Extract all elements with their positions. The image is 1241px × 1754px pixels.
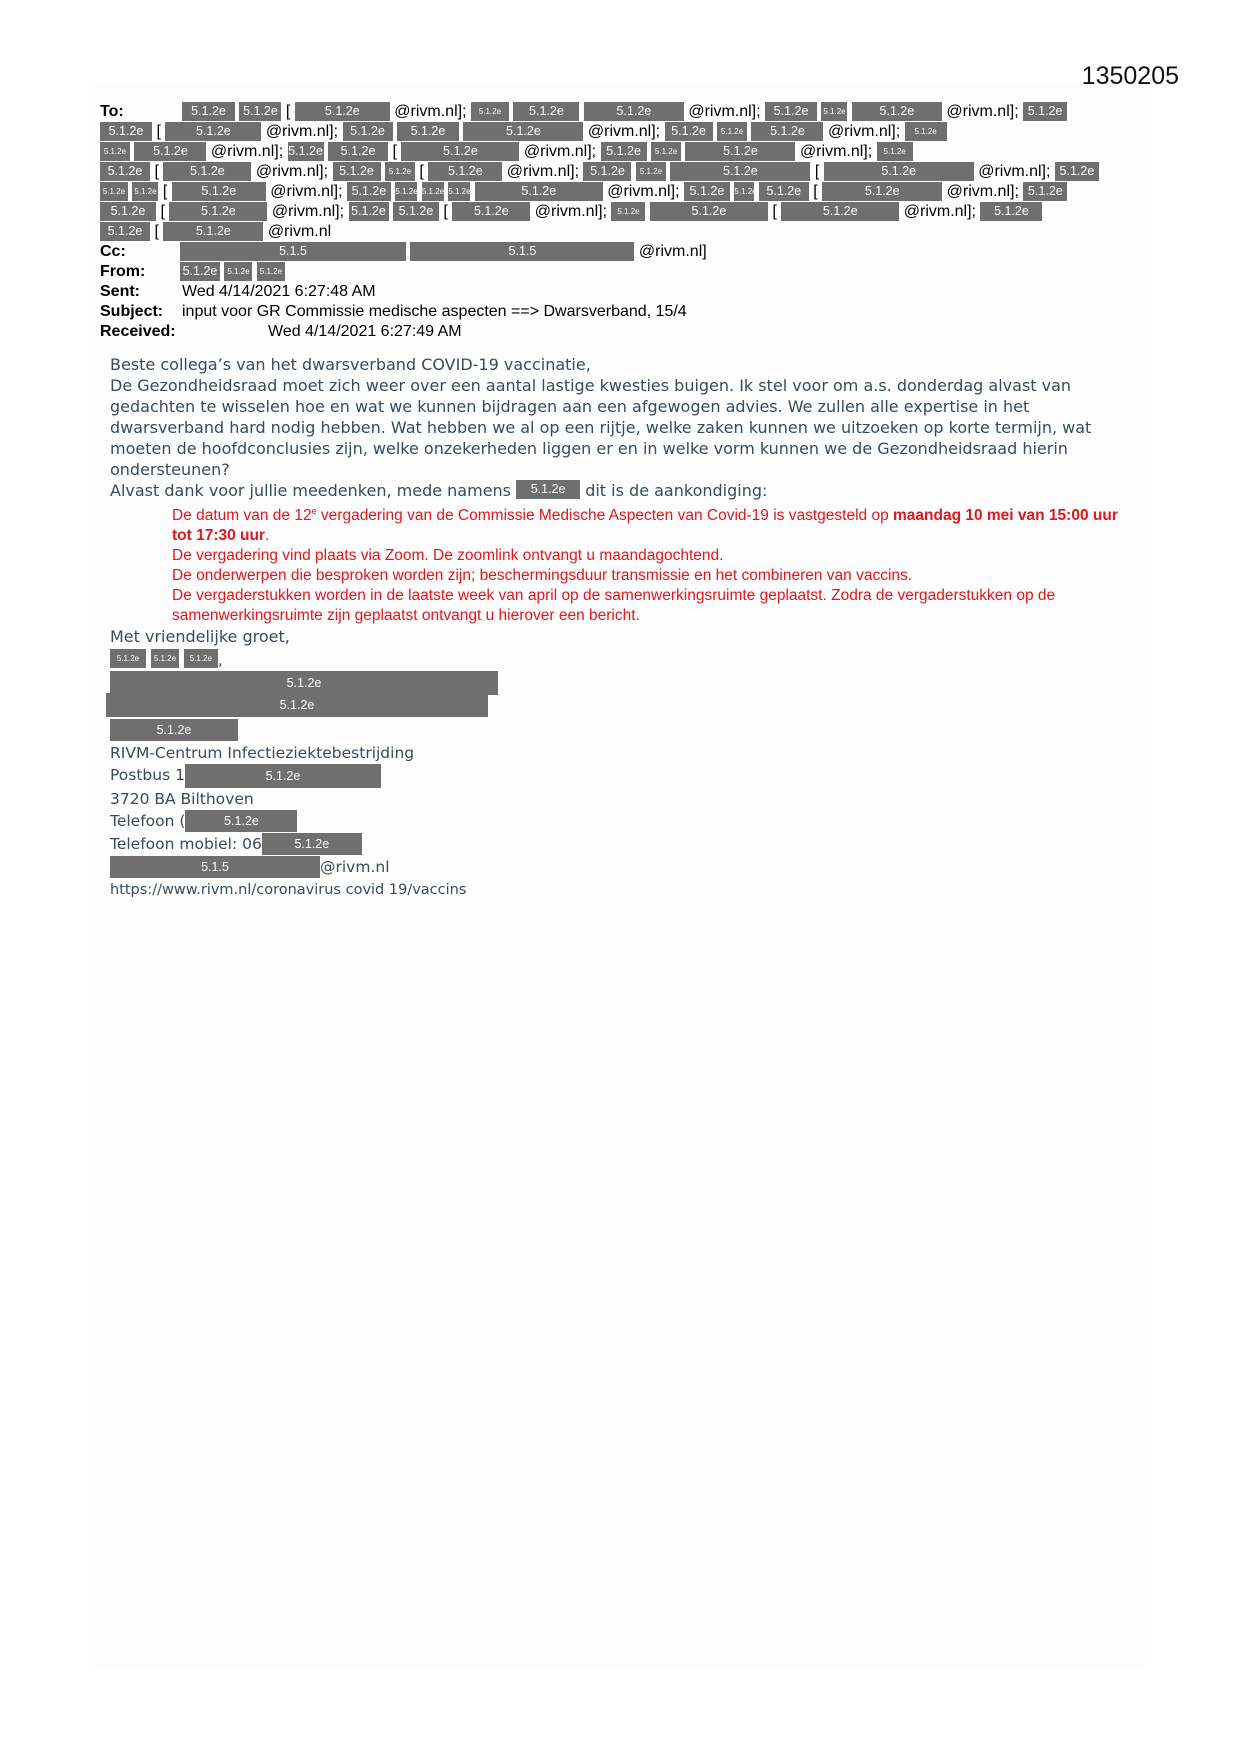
redaction: 5.1.2e bbox=[516, 480, 580, 499]
signature-team bbox=[110, 719, 238, 741]
redaction: 5.1.2e bbox=[224, 262, 252, 281]
to-row: 5.1.2e [ 5.1.2e @rivm.nl bbox=[100, 222, 331, 242]
redaction: 5.1.2e bbox=[262, 833, 362, 855]
signature-dept bbox=[106, 693, 488, 715]
redaction: 5.1.2e bbox=[163, 222, 263, 241]
email-domain: @rivm.nl]; bbox=[978, 163, 1051, 180]
from-label: From: bbox=[100, 263, 146, 280]
sent-label: Sent: bbox=[100, 283, 140, 300]
email-domain: @rivm.nl]; bbox=[903, 203, 976, 220]
email-domain: @rivm.nl]; bbox=[534, 203, 608, 220]
cc-label: Cc: bbox=[100, 243, 126, 260]
redaction: 5.1.2e bbox=[397, 122, 459, 141]
email-domain: @rivm.nl]; bbox=[946, 103, 1019, 120]
signature-org: RIVM-Centrum Infectieziektebestrijding bbox=[110, 744, 415, 762]
redaction: 5.1.2e bbox=[349, 202, 389, 221]
redaction: 5.1.2e bbox=[584, 102, 684, 121]
redaction: 5.1.2e bbox=[100, 142, 130, 161]
to-row: 5.1.2e [ 5.1.2e @rivm.nl]; 5.1.2e 5.1.2e [ 5.1.2e @rivm.nl]; 5.1.2e 5.1.2e [ 5.1.2e @rivm.nl]; 5.1.2e bbox=[100, 202, 1042, 222]
body-paragraph: De Gezondheidsraad moet zich weer over een aantal lastige kwesties buigen. Ik stel voor om a.s. donderdag alvast van gedachten te wisselen hoe en wat we kunnen bijdragen aan een afgewogen advies. We zullen alle expertise in het dwarsverband hard nodig hebben. Wat hebben we al op een rijtje, welke zaken kunnen we uitzoeken op korte termijn, wat moeten de hoofdconclusies zijn, welke onzekerheden liggen er en in welke vorm kunnen we de Gezondheidsraad hierin ondersteunen? bbox=[110, 376, 1092, 479]
redaction: 5.1.2e bbox=[650, 202, 768, 221]
redaction: 5.1.2e bbox=[347, 182, 391, 201]
signature-city: 3720 BA Bilthoven bbox=[110, 790, 254, 808]
redaction: 5.1.2e bbox=[670, 162, 810, 181]
redaction: 5.1.2e bbox=[385, 162, 415, 181]
redaction: 5.1.2e bbox=[288, 142, 324, 161]
redaction: 5.1.2e bbox=[665, 122, 713, 141]
redaction: 5.1.2e bbox=[100, 202, 156, 221]
redaction: 5.1.2e bbox=[132, 182, 158, 201]
signature-name: 5.1.2e 5.1.2e 5.1.2e , bbox=[110, 649, 223, 671]
redaction: 5.1.2e bbox=[471, 102, 509, 121]
greeting: Beste collega’s van het dwarsverband COVID-19 vaccinatie, bbox=[110, 355, 591, 374]
email-domain: @rivm.nl]; bbox=[271, 203, 345, 220]
redaction: 5.1.2e bbox=[1055, 162, 1099, 181]
redaction: 5.1.2e bbox=[401, 142, 519, 161]
redaction: 5.1.2e bbox=[852, 102, 942, 121]
signature-phone: Telefoon ( 5.1.2e bbox=[110, 810, 297, 832]
redaction: 5.1.2e bbox=[734, 182, 754, 201]
redaction: 5.1.2e bbox=[448, 182, 470, 201]
received-label: Received: bbox=[100, 323, 176, 340]
to-label: To: bbox=[100, 103, 124, 120]
received-value: Wed 4/14/2021 6:27:49 AM bbox=[268, 323, 462, 340]
email-domain: @rivm.nl]; bbox=[255, 163, 329, 180]
redaction: 5.1.2e bbox=[169, 202, 267, 221]
redaction: 5.1.2e bbox=[328, 142, 388, 161]
redaction: 5.1.2e bbox=[257, 262, 285, 281]
signature-email: 5.1.5 @rivm.nl bbox=[110, 856, 390, 878]
redaction: 5.1.2e bbox=[428, 162, 502, 181]
redaction: 5.1.2e bbox=[151, 649, 179, 668]
redaction: 5.1.2e bbox=[601, 142, 647, 161]
redaction: 5.1.2e bbox=[106, 693, 488, 717]
redaction: 5.1.2e bbox=[422, 182, 444, 201]
email-domain: @rivm.nl]; bbox=[394, 103, 467, 120]
redaction: 5.1.2e bbox=[611, 202, 645, 221]
email-domain: @rivm.nl]; bbox=[270, 183, 343, 200]
subject-value: input voor GR Commissie medische aspecten ==> Dwarsverband, 15/4 bbox=[182, 303, 687, 320]
redaction: 5.1.2e bbox=[717, 122, 747, 141]
redaction: 5.1.2e bbox=[100, 162, 150, 181]
redaction: 5.1.2e bbox=[463, 122, 583, 141]
email-domain: @rivm.nl]; bbox=[607, 183, 680, 200]
announcement-line: De onderwerpen die besproken worden zijn; beschermingsduur transmissie en het combineren van vaccins. bbox=[172, 567, 913, 585]
redaction: 5.1.2e bbox=[980, 202, 1042, 221]
signature-url: https://www.rivm.nl/coronavirus covid 19/vaccins bbox=[110, 882, 467, 898]
redaction: 5.1.2e bbox=[765, 102, 817, 121]
redaction: 5.1.2e bbox=[134, 142, 206, 161]
redaction: 5.1.2e bbox=[163, 162, 251, 181]
redaction: 5.1.2e bbox=[172, 182, 266, 201]
redaction: 5.1.2e bbox=[877, 142, 913, 161]
redaction: 5.1.2e bbox=[824, 162, 974, 181]
redaction: 5.1.2e bbox=[905, 122, 947, 141]
redaction: 5.1.5 bbox=[180, 242, 406, 261]
to-row: 5.1.2e [ 5.1.2e @rivm.nl]; 5.1.2e 5.1.2e [ 5.1.2e @rivm.nl]; 5.1.2e 5.1.2e 5.1.2e [ 5.1.2e @rivm.nl]; 5.1.2e bbox=[100, 162, 1099, 182]
announcement-line: De vergadering vind plaats via Zoom. De zoomlink ontvangt u maandagochtend. bbox=[172, 547, 724, 565]
email-domain: @rivm.nl bbox=[267, 223, 332, 240]
email-domain: @rivm.nl]; bbox=[827, 123, 901, 140]
email-domain: @rivm.nl]; bbox=[799, 143, 873, 160]
redaction: 5.1.2e bbox=[343, 122, 393, 141]
redaction: 5.1.2e bbox=[583, 162, 631, 181]
document-number: 1350205 bbox=[1081, 62, 1179, 90]
closing: Met vriendelijke groet, bbox=[110, 627, 290, 647]
redaction: 5.1.2e bbox=[684, 182, 730, 201]
redaction: 5.1.2e bbox=[636, 162, 666, 181]
to-row: 5.1.2e 5.1.2e [ 5.1.2e @rivm.nl]; 5.1.2e 5.1.2e 5.1.2e 5.1.2e 5.1.2e @rivm.nl]; 5.1.2e 5.1.2e 5.1.2e [ 5.1.2e @rivm.nl]; 5.1.2e bbox=[100, 182, 1067, 202]
redaction: 5.1.2e bbox=[100, 182, 128, 201]
email-domain: @rivm.nl]; bbox=[688, 103, 761, 120]
signature-title bbox=[110, 671, 498, 693]
redaction: 5.1.2e bbox=[513, 102, 579, 121]
email-domain: @rivm.nl]; bbox=[946, 183, 1019, 200]
redaction: 5.1.2e bbox=[110, 649, 146, 668]
redaction: 5.1.2e bbox=[110, 719, 238, 741]
redaction: 5.1.2e bbox=[393, 202, 439, 221]
redaction: 5.1.2e bbox=[184, 649, 218, 668]
email-domain: @rivm.nl]; bbox=[523, 143, 597, 160]
redaction: 5.1.2e bbox=[100, 222, 150, 241]
email-domain: @rivm.nl]; bbox=[587, 123, 661, 140]
announcement-line: De datum van de 12e vergadering van de Commissie Medische Aspecten van Covid-19 is vastgesteld op maandag 10 mei van 15:00 uur tot 17:30 uur. bbox=[172, 506, 1118, 545]
redaction: 5.1.2e bbox=[1023, 102, 1067, 121]
redaction: 5.1.2e bbox=[395, 182, 417, 201]
redaction: 5.1.2e bbox=[685, 142, 795, 161]
redaction: 5.1.2e bbox=[759, 182, 809, 201]
redaction: 5.1.2e bbox=[822, 182, 942, 201]
redaction: 5.1.2e bbox=[165, 122, 261, 141]
announcement-line: De vergaderstukken worden in de laatste week van april op de samenwerkingsruimte geplaatst. Zodra de vergaderstukken op de samenwerkingsruimte zijn geplaatst ontvangt u hierover een bericht. bbox=[172, 587, 1056, 625]
redaction: 5.1.5 bbox=[110, 856, 320, 878]
to-row: 5.1.2e [ 5.1.2e @rivm.nl]; 5.1.2e 5.1.2e 5.1.2e @rivm.nl]; 5.1.2e 5.1.2e 5.1.2e @rivm.nl]; 5.1.2e bbox=[100, 122, 947, 142]
announcement bbox=[172, 501, 1130, 626]
redaction: 5.1.2e bbox=[239, 102, 281, 121]
signature-mobile: Telefoon mobiel: 06 5.1.2e bbox=[110, 833, 362, 855]
redaction: 5.1.2e bbox=[475, 182, 603, 201]
redaction: 5.1.2e bbox=[452, 202, 530, 221]
email-domain: @rivm.nl]; bbox=[506, 163, 580, 180]
signature-postbus: Postbus 1 5.1.2e bbox=[110, 764, 381, 786]
redaction: 5.1.2e bbox=[651, 142, 681, 161]
email-domain: @rivm.nl] bbox=[638, 243, 707, 260]
redaction: 5.1.2e bbox=[295, 102, 390, 121]
sent-value: Wed 4/14/2021 6:27:48 AM bbox=[182, 283, 376, 300]
email-body bbox=[110, 354, 1130, 647]
redaction: 5.1.2e bbox=[185, 764, 381, 788]
redaction: 5.1.2e bbox=[100, 122, 152, 141]
redaction: 5.1.2e bbox=[821, 102, 847, 121]
thanks-line: Alvast dank voor jullie meedenken, mede namens 5.1.2e dit is de aankondiging: bbox=[110, 481, 768, 500]
redaction: 5.1.2e bbox=[781, 202, 899, 221]
email-domain: @rivm.nl]; bbox=[210, 143, 284, 160]
redaction: 5.1.2e bbox=[182, 102, 235, 121]
redaction: 5.1.2e bbox=[185, 810, 297, 832]
redaction: 5.1.2e bbox=[333, 162, 381, 181]
redaction: 5.1.2e bbox=[180, 262, 220, 281]
email-domain: @rivm.nl]; bbox=[265, 123, 339, 140]
subject-label: Subject: bbox=[100, 303, 164, 320]
redaction: 5.1.5 bbox=[410, 242, 634, 261]
redaction: 5.1.2e bbox=[751, 122, 823, 141]
redaction: 5.1.2e bbox=[1023, 182, 1067, 201]
redaction: 5.1.2e bbox=[110, 671, 498, 695]
to-row: 5.1.2e 5.1.2e @rivm.nl]; 5.1.2e 5.1.2e [ 5.1.2e @rivm.nl]; 5.1.2e 5.1.2e 5.1.2e @rivm.nl]; 5.1.2e bbox=[100, 142, 913, 162]
